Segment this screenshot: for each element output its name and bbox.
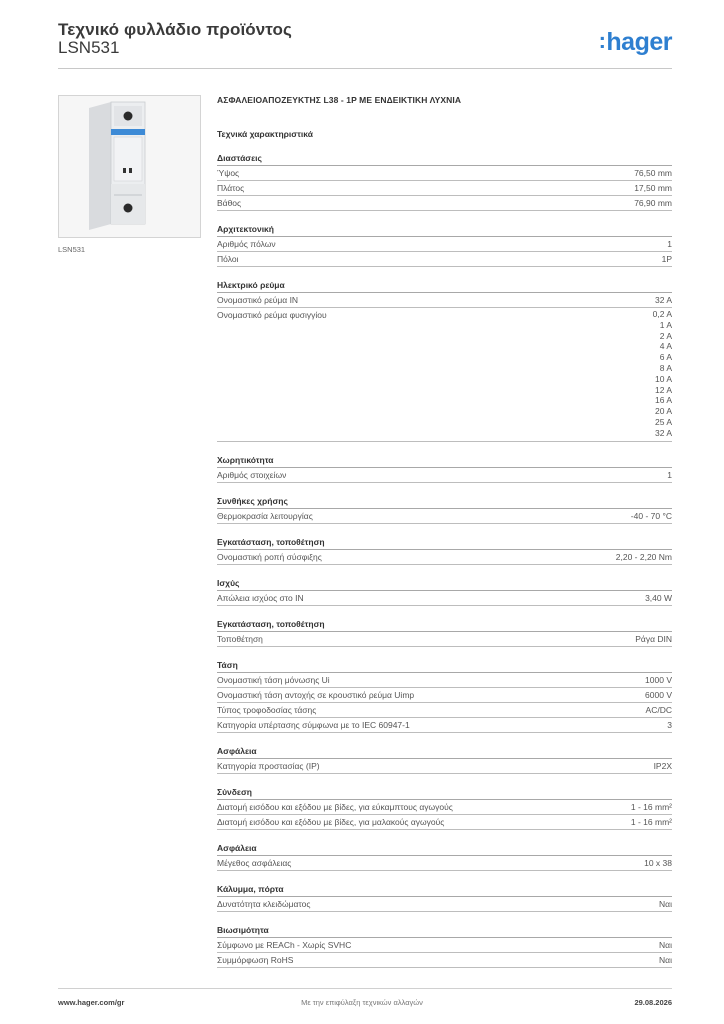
spec-value: 1 - 16 mm² (630, 816, 672, 827)
spec-content (217, 95, 672, 981)
hager-logo[interactable] (599, 28, 672, 57)
section-title: Ηλεκτρικό ρεύμα (217, 280, 672, 293)
spec-value: IP2X (653, 760, 672, 771)
footer-date: 29.08.2026 (634, 998, 672, 1007)
spec-row (217, 703, 672, 718)
spec-row (217, 897, 672, 912)
spec-section (217, 660, 672, 733)
footer-note: Με την επιφύλαξη τεχνικών αλλαγών (301, 998, 423, 1007)
spec-row (217, 815, 672, 830)
spec-value: 1000 V (645, 674, 672, 685)
spec-section (217, 925, 672, 968)
spec-label: Μέγεθος ασφάλειας (217, 857, 292, 868)
footer-divider (58, 988, 672, 989)
spec-label: Βάθος (217, 198, 242, 208)
spec-section (217, 578, 672, 606)
spec-value: 6 A (659, 352, 672, 363)
spec-section (217, 496, 672, 524)
spec-section (217, 455, 672, 483)
spec-value: 2 A (659, 330, 672, 341)
spec-value-list (653, 308, 672, 441)
spec-value: 1 - 16 mm² (630, 801, 672, 812)
spec-value: 6000 V (645, 689, 672, 700)
section-title: Κάλυμμα, πόρτα (217, 884, 672, 897)
spec-value: 16 A (654, 395, 672, 406)
fuse-holder-image (59, 96, 200, 237)
spec-value: 32 A (654, 427, 672, 438)
section-title: Συνθήκες χρήσης (217, 496, 672, 509)
footer-url-link[interactable]: www.hager.com/gr (58, 998, 125, 1007)
spec-row (217, 468, 672, 483)
spec-label: Αριθμός στοιχείων (217, 469, 287, 480)
spec-value: 1 A (659, 319, 672, 330)
section-title: Σύνδεση (217, 787, 672, 800)
spec-row (217, 308, 672, 442)
spec-value: 1 (667, 239, 672, 249)
spec-value: 76,90 mm (634, 198, 672, 208)
section-title: Ασφάλεια (217, 843, 672, 856)
header-product-code: LSN531 (58, 38, 120, 57)
spec-row (217, 196, 672, 211)
section-title: Ισχύς (217, 578, 672, 591)
spec-value: 10 x 38 (644, 857, 672, 868)
spec-label: Ονομαστική ροπή σύσφιξης (217, 551, 322, 562)
spec-section (217, 619, 672, 647)
spec-label: Θερμοκρασία λειτουργίας (217, 510, 313, 521)
spec-value: 76,50 mm (634, 168, 672, 178)
spec-value: 3,40 W (645, 592, 672, 603)
spec-section (217, 280, 672, 442)
spec-value: 1P (661, 254, 672, 264)
spec-value: 17,50 mm (634, 183, 672, 193)
header-divider (58, 68, 672, 69)
header-title: Τεχνικό φυλλάδιο προϊόντος (58, 20, 292, 39)
spec-row (217, 953, 672, 968)
spec-row (217, 938, 672, 953)
product-photo (58, 95, 201, 238)
spec-value: 32 A (654, 295, 672, 305)
spec-row (217, 166, 672, 181)
spec-section (217, 746, 672, 774)
spec-label: Τοποθέτηση (217, 633, 263, 644)
spec-label: Κατηγορία προστασίας (IP) (217, 760, 320, 771)
spec-label: Αριθμός πόλων (217, 239, 276, 249)
spec-value: 12 A (654, 384, 672, 395)
spec-label: Πόλοι (217, 254, 239, 264)
spec-label: Ονομαστικό ρεύμα IN (217, 295, 299, 305)
spec-section (217, 843, 672, 871)
spec-row (217, 688, 672, 703)
spec-row (217, 550, 672, 565)
spec-value: -40 - 70 °C (630, 510, 672, 521)
section-title: Εγκατάσταση, τοποθέτηση (217, 537, 672, 550)
spec-row (217, 856, 672, 871)
spec-value: Ναι (659, 939, 672, 950)
spec-value: Ράγα DIN (635, 633, 672, 644)
spec-value: 3 (667, 719, 672, 730)
spec-row (217, 293, 672, 308)
spec-label: Ονομαστικό ρεύμα φυσιγγίου (217, 310, 327, 320)
specs-heading: Τεχνικά χαρακτηριστικά (217, 129, 313, 139)
spec-label: Τύπος τροφοδοσίας τάσης (217, 704, 317, 715)
logo-dots-icon: : (598, 28, 606, 53)
spec-value: 25 A (654, 416, 672, 427)
product-title: ΑΣΦΑΛΕΙΟΑΠΟΖΕΥΚΤΗΣ L38 - 1P ΜΕ ΕΝΔΕΙΚΤΙΚΗ ΛΥΧΝΙΑ (217, 95, 462, 105)
spec-section (217, 224, 672, 267)
product-photo-caption: LSN531 (58, 245, 86, 254)
spec-label: Δυνατότητα κλειδώματος (217, 898, 311, 909)
spec-label: Συμμόρφωση RoHS (217, 954, 294, 965)
spec-row (217, 509, 672, 524)
spec-row (217, 237, 672, 252)
spec-value: Ναι (659, 954, 672, 965)
spec-label: Διατομή εισόδου και εξόδου με βίδες, για μαλακούς αγωγούς (217, 816, 445, 827)
spec-value: 10 A (654, 373, 672, 384)
spec-section (217, 537, 672, 565)
spec-value: Ναι (659, 898, 672, 909)
spec-label: Κατηγορία υπέρτασης σύμφωνα με το IEC 60947-1 (217, 719, 410, 730)
spec-sections (217, 153, 672, 968)
spec-value: AC/DC (645, 704, 672, 715)
spec-value: 1 (667, 469, 672, 480)
spec-row (217, 632, 672, 647)
spec-section (217, 884, 672, 912)
spec-row (217, 800, 672, 815)
spec-row (217, 181, 672, 196)
spec-row (217, 673, 672, 688)
section-title: Εγκατάσταση, τοποθέτηση (217, 619, 672, 632)
section-title: Τάση (217, 660, 672, 673)
spec-value: 20 A (654, 406, 672, 417)
section-title: Χωρητικότητα (217, 455, 672, 468)
spec-label: Σύμφωνο με REACh - Χωρίς SVHC (217, 939, 352, 950)
spec-section (217, 787, 672, 830)
spec-label: Ονομαστική τάση μόνωσης Ui (217, 674, 330, 685)
spec-label: Διατομή εισόδου και εξόδου με βίδες, για εύκαμπτους αγωγούς (217, 801, 453, 812)
spec-row (217, 252, 672, 267)
spec-label: Πλάτος (217, 183, 245, 193)
spec-section (217, 153, 672, 211)
spec-row (217, 718, 672, 733)
spec-value: 8 A (659, 362, 672, 373)
section-title: Διαστάσεις (217, 153, 672, 166)
spec-value: 4 A (659, 341, 672, 352)
spec-label: Απώλεια ισχύος στο IN (217, 592, 304, 603)
logo-text: hager (606, 28, 672, 56)
section-title: Αρχιτεκτονική (217, 224, 672, 237)
spec-value: 2,20 - 2,20 Nm (615, 551, 672, 562)
spec-label: Ύψος (217, 168, 240, 178)
section-title: Βιωσιμότητα (217, 925, 672, 938)
section-title: Ασφάλεια (217, 746, 672, 759)
spec-value: 0,2 A (652, 309, 672, 319)
spec-label: Ονομαστική τάση αντοχής σε κρουστικό ρεύμα Uimp (217, 689, 415, 700)
spec-row (217, 759, 672, 774)
spec-row (217, 591, 672, 606)
